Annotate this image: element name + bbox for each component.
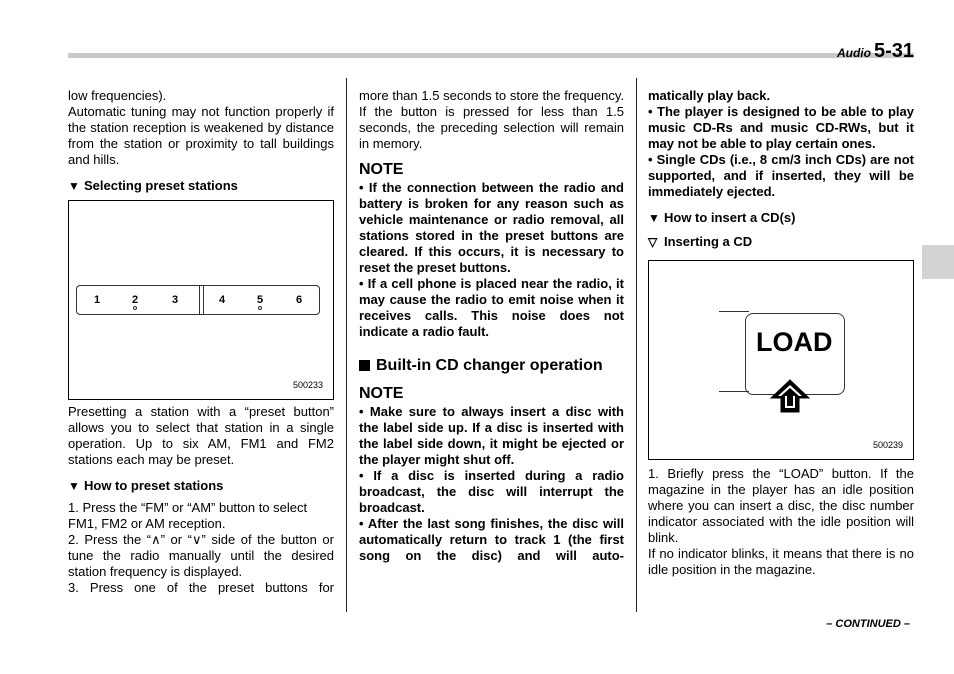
note-bullet: • After the last song finishes, the disc will automatically return to track 1 (the first song on the disc) and will auto- <box>359 516 624 563</box>
paragraph: Presetting a station with a “preset button” allows you to select that station in a single operation. Up to six AM, FM1 and FM2 stations each may be preset. <box>68 404 334 467</box>
subheading: ▼ Selecting preset stations <box>68 178 238 193</box>
column-1 <box>68 88 334 596</box>
preset-button-6: 6 <box>295 294 303 306</box>
subheading: ▽ Inserting a CD <box>648 234 753 249</box>
section-heading: Built-in CD changer operation <box>359 356 624 376</box>
figure-id: 500239 <box>872 440 903 450</box>
paragraph: low frequencies). <box>68 88 167 103</box>
triangle-down-icon: ▼ <box>68 479 80 493</box>
column-divider <box>346 78 347 612</box>
paragraph: Automatic tuning may not function properly if the station reception is weakened by distance from the station or proximity to tall buildings and hills. <box>68 104 334 167</box>
note-heading: NOTE <box>359 385 404 402</box>
step: 1. Briefly press the “LOAD” button. If the magazine in the player has an idle position where you can insert a disc, the disc number indicator associated with the idle position will blink. <box>648 466 914 545</box>
triangle-outline-icon: ▽ <box>648 235 658 249</box>
note-bullet: • If a cell phone is placed near the radio, it may cause the radio to emit noise when it receives calls. This noise does not indicate a radio fault. <box>359 276 624 339</box>
note-heading: NOTE <box>359 161 404 178</box>
note-bullet: • Make sure to always insert a disc with the label side up. If a disc is inserted with the label side down, it might be ejected or the player might shut off. <box>359 404 624 467</box>
note-bullet: • If a disc is inserted during a radio broadcast, the disc will interrupt the broadcast. <box>359 468 624 515</box>
triangle-down-icon: ▼ <box>68 179 80 193</box>
chapter-tab <box>922 245 954 279</box>
preset-button-2: 2 <box>131 294 139 306</box>
column-3 <box>648 88 914 578</box>
step: 2. Press the “∧” or “∨” side of the button or tune the radio manually until the desired station frequency is displayed. <box>68 532 334 579</box>
step: 1. Press the “FM” or “AM” button to select FM1, FM2 or AM reception. <box>68 500 308 531</box>
continued-label: – CONTINUED – <box>826 618 910 630</box>
load-button-label: LOAD <box>756 327 833 357</box>
column-2 <box>359 88 624 564</box>
subheading: ▼ How to insert a CD(s) <box>648 210 796 225</box>
panel-edge <box>719 311 749 312</box>
bullet: • Single CDs (i.e., 8 cm/3 inch CDs) are not supported, and if inserted, they will be immediately ejected. <box>648 152 914 199</box>
preset-button-1: 1 <box>93 294 101 306</box>
load-button-figure <box>648 260 914 460</box>
up-arrow-icon: ∧ <box>151 532 161 547</box>
bullet: • The player is designed to be able to play music CD-Rs and music CD-RWs, but it may not be able to play certain ones. <box>648 104 914 151</box>
note-bullet: • If the connection between the radio and battery is broken for any reason such as vehicle maintenance or radio removal, all stations stored in the preset buttons are cleared. If this occurs, it is necessary to reset the preset buttons. <box>359 180 624 275</box>
arrow-up-icon <box>769 378 811 414</box>
paragraph: more than 1.5 seconds to store the frequency. If the button is pressed for less than 1.5 seconds, the preceding selection will remain in memory. <box>359 88 624 151</box>
figure-id: 500233 <box>292 380 323 390</box>
indicator-dot <box>258 306 262 310</box>
header-rule <box>68 53 914 58</box>
panel-edge <box>719 391 749 392</box>
panel-divider <box>199 286 204 314</box>
section-name: Audio <box>836 46 871 60</box>
preset-button-3: 3 <box>171 294 179 306</box>
square-bullet-icon <box>359 360 370 371</box>
paragraph: matically play back. <box>648 88 771 103</box>
indicator-dot <box>133 306 137 310</box>
preset-button-4: 4 <box>218 294 226 306</box>
page-header <box>837 40 914 63</box>
triangle-down-icon: ▼ <box>648 211 660 225</box>
down-arrow-icon: ∨ <box>191 532 202 547</box>
column-divider <box>636 78 637 612</box>
preset-button-panel <box>76 285 320 315</box>
page-number: 5-31 <box>873 40 914 62</box>
subheading: ▼ How to preset stations <box>68 478 224 493</box>
preset-button-5: 5 <box>256 294 264 306</box>
preset-buttons-figure <box>68 200 334 400</box>
step: 3. Press one of the preset buttons for <box>68 580 334 595</box>
paragraph: If no indicator blinks, it means that there is no idle position in the magazine. <box>648 546 914 577</box>
